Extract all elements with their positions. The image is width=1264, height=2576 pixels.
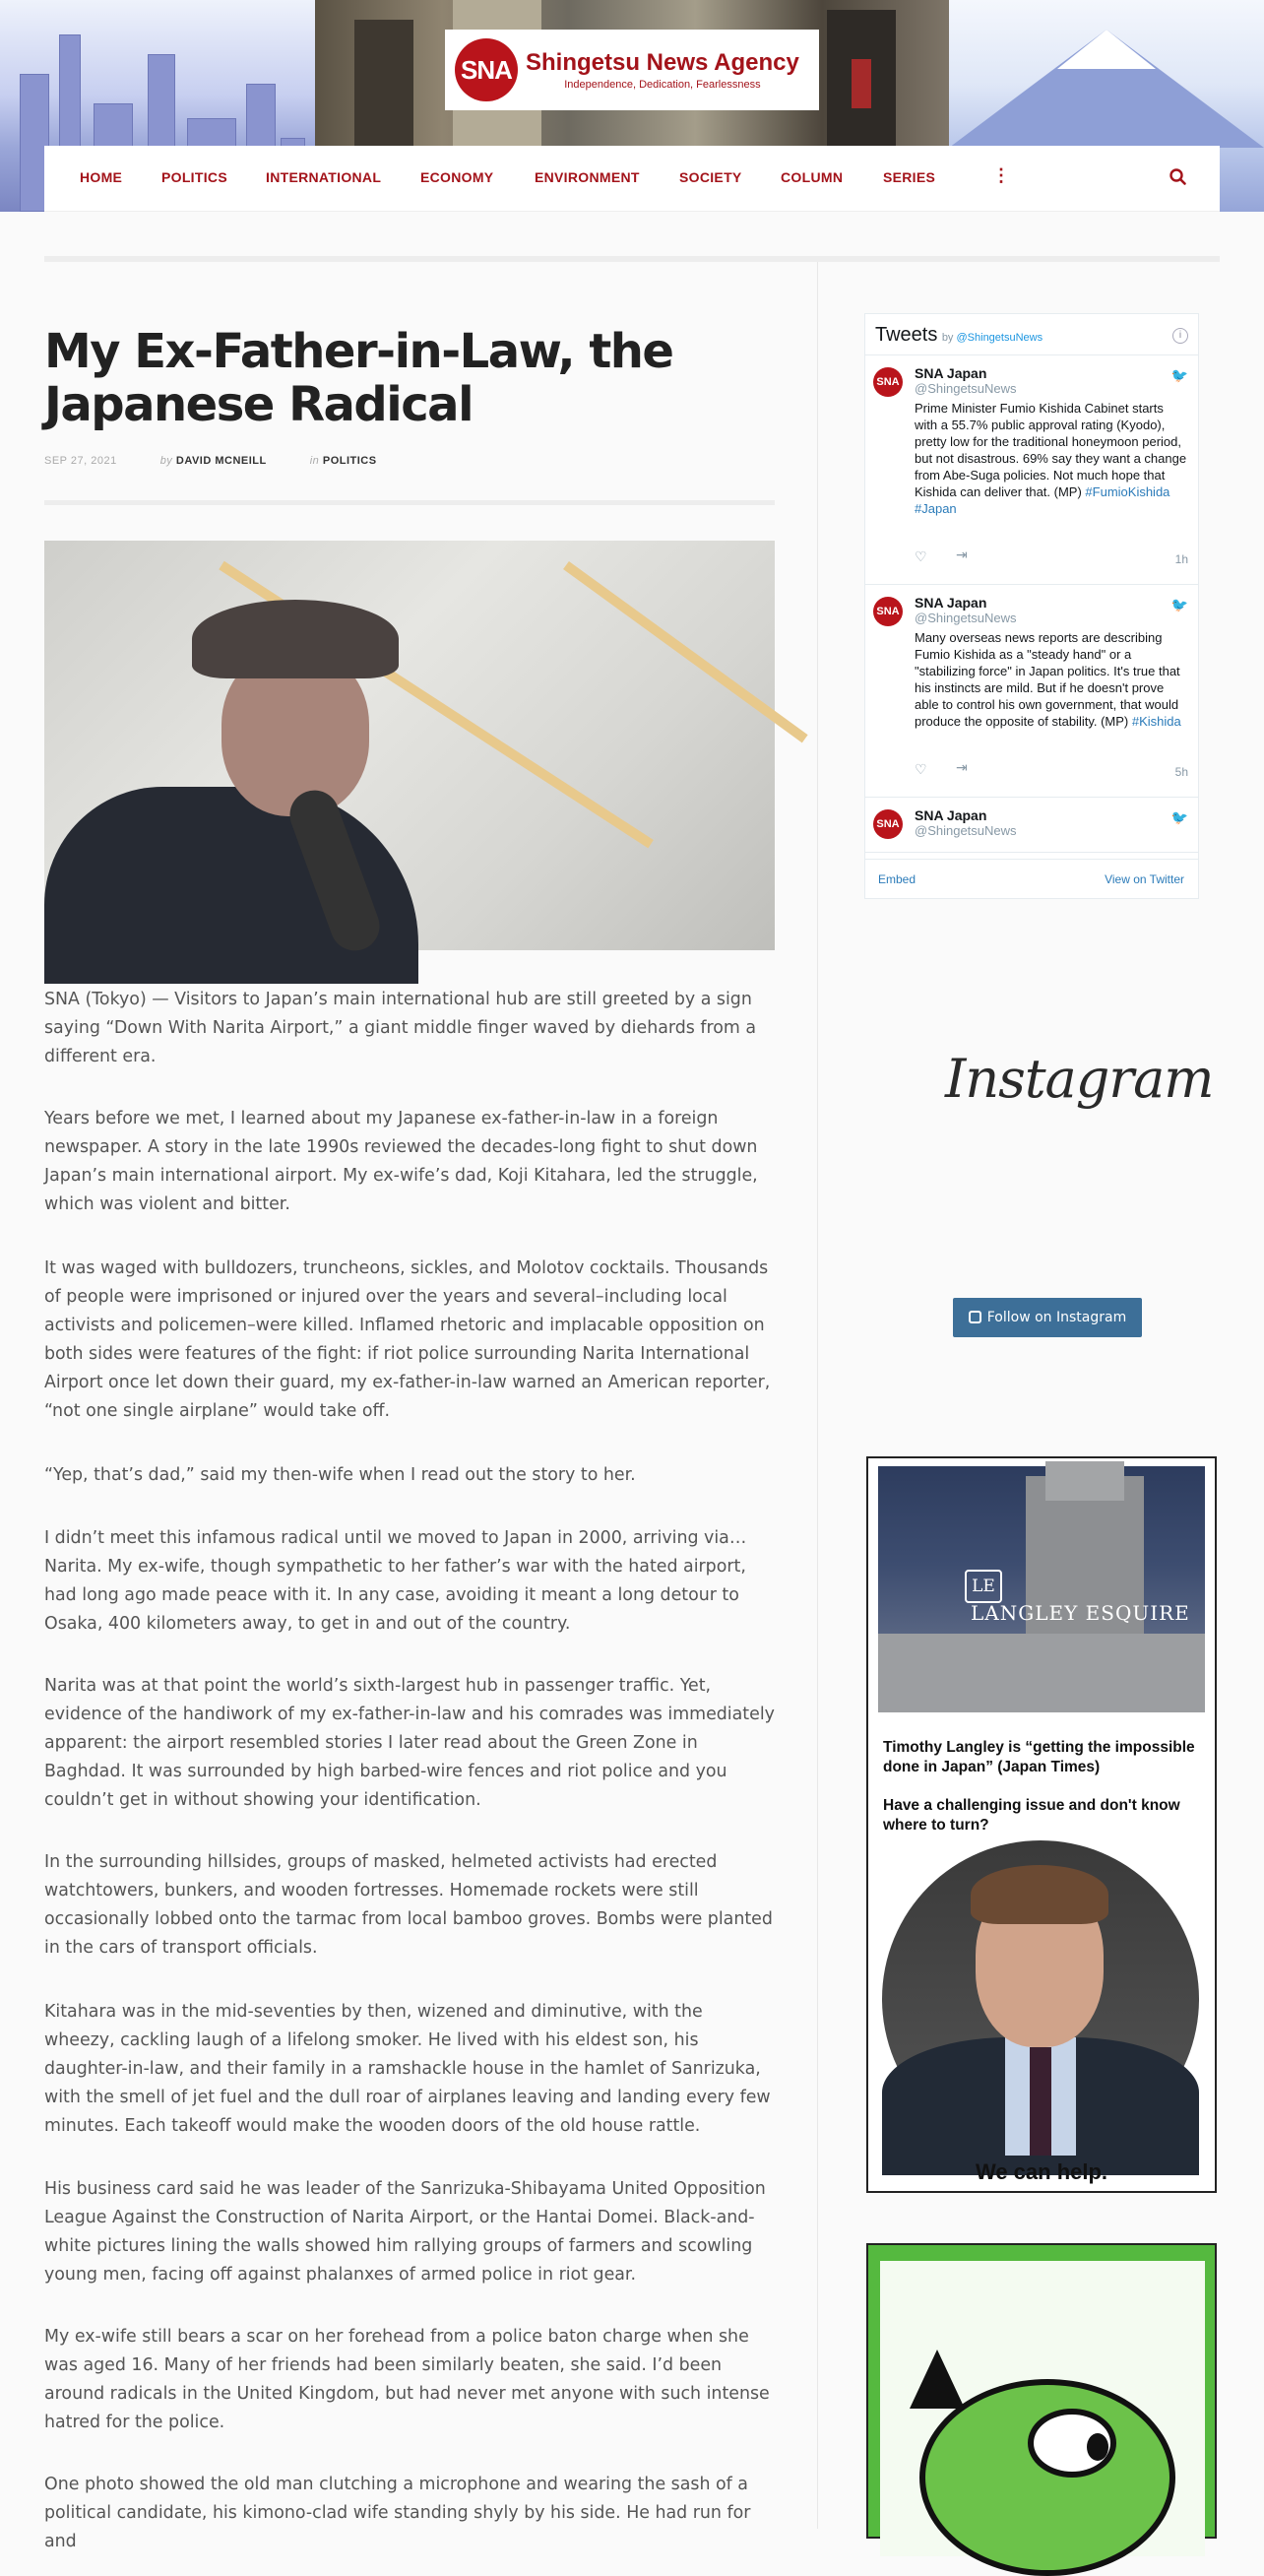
ad-brand-mark: LE [965,1570,1002,1603]
article-paragraph: I didn’t meet this infamous radical until we moved to Japan in 2000, arriving via… Narita. My ex-wife, though sympathetic to her father’s war with the hated airport, had long ago made peace with it. In any case, avoiding it meant a long detour to Osaka, 400 kilometers away, to get in and out of the country. [44,1528,747,1634]
twitter-bird-icon[interactable]: 🐦 [1170,367,1188,383]
nav-item-politics[interactable]: POLITICS [161,169,227,185]
ad-building-image [878,1466,1205,1712]
article-meta [44,455,377,467]
ad-subheadline: Have a challenging issue and don't know where to turn? [883,1797,1180,1834]
article-paragraph: Narita was at that point the world’s sixth-largest hub in passenger traffic. Yet, evidence of the handiwork of my ex-father-in-law and his comrades was immediately apparent: the airport resembled stories I later read about the Green Zone in Baghdad. It was surrounded by high barbed-wire fences and riot police and you couldn’t get in without showing your identification. [44,1676,775,1810]
tweet-author-name[interactable]: SNA Japan [915,807,987,823]
nav-item-international[interactable]: INTERNATIONAL [266,169,382,185]
site-name: Shingetsu News Agency [526,49,799,76]
ad-headline: Timothy Langley is “getting the impossible done in Japan” (Japan Times) [883,1739,1195,1775]
article-feature-image [44,541,775,950]
langley-esquire-ad[interactable] [866,1456,1217,2193]
heart-icon[interactable]: ♡ [915,761,927,777]
article-paragraph: In the surrounding hillsides, groups of masked, helmeted activists had erected watchtowers, bunkers, and wooden fortresses. Homemade rockets were still occasionally lobbed onto the tarmac from local bamboo groves. Bombs were planted in the cars of transport officials. [44,1852,773,1958]
site-tagline: Independence, Dedication, Fearlessness [564,79,761,91]
main-nav [44,146,1220,212]
tweet[interactable] [865,798,1198,853]
article-paragraph: My ex-wife still bears a scar on her forehead from a police baton charge when she was aged 16. Many of her friends had been similarly beaten, she said. I’d been around radicals in the United Kingdom, but had never met anyone with such intense hatred for the police. [44,2327,770,2432]
tweet-time[interactable]: 5h [1174,765,1188,779]
article-author[interactable]: DAVID MCNEILL [175,455,267,467]
in-label: in [309,455,320,467]
twitter-handle-link[interactable]: @ShingetsuNews [956,332,1043,344]
heart-icon[interactable]: ♡ [915,548,927,564]
nav-item-column[interactable]: COLUMN [781,169,844,185]
avatar[interactable]: SNA [873,809,903,839]
nav-item-environment[interactable]: ENVIRONMENT [535,169,640,185]
tweet-text: Many overseas news reports are describing Fumio Kishida as a "steady hand" or a "stabilizing force" in Japan politics. It's true that his instincts are mild. But if he doesn't prove able to control his own government, that would produce the opposite of stability. (MP) #Kishida [915,630,1181,729]
twitter-bird-icon[interactable]: 🐦 [1170,597,1188,612]
search-icon[interactable] [1167,165,1190,189]
nav-item-home[interactable]: HOME [80,169,123,185]
article-paragraph: SNA (Tokyo) — Visitors to Japan’s main international hub are still greeted by a sign saying “Down With Narita Airport,” a giant middle finger waved by diehards from a different era. [44,990,757,1066]
tweet-hashtags[interactable]: #FumioKishida #Japan [915,484,1170,516]
tweet-author-handle[interactable]: @ShingetsuNews [915,381,1017,396]
embed-link[interactable]: Embed [878,872,916,886]
tweet-text: Prime Minister Fumio Kishida Cabinet starts with a 55.7% public approval rating (Kyodo), pretty low for the traditional honeymoon period, but not disastrous. 69% say they want a change from Abe-Suga policies. Not much hope that Kishida can deliver that. (MP) #FumioKishida #Japan [915,401,1187,516]
article-paragraph: Years before we met, I learned about my Japanese ex-father-in-law in a foreign newspaper. A story in the late 1990s reviewed the decades-long fight to shut down Japan’s main international airport. My ex-wife’s dad, Koji Kitahara, led the struggle, which was violent and bitter. [44,1109,758,1214]
share-icon[interactable]: ⇥ [956,547,968,562]
nav-item-economy[interactable]: ECONOMY [420,169,494,185]
instagram-logo: Instagram [945,1048,1214,1110]
twitter-by-label: by [941,332,954,344]
site-logo[interactable] [445,30,819,110]
ad-cta: We can help. [975,2159,1108,2184]
tweet[interactable] [865,585,1198,798]
avatar[interactable]: SNA [873,597,903,626]
divider [44,500,775,505]
avatar[interactable]: SNA [873,367,903,397]
nav-item-society[interactable]: SOCIETY [679,169,742,185]
green-character-ad[interactable] [866,2243,1217,2539]
twitter-header [865,314,1198,355]
tweet-author-name[interactable]: SNA Japan [915,595,987,611]
ad-brand-name: LANGLEY ESQUIRE [971,1601,1190,1625]
tweet[interactable] [865,355,1198,585]
article-paragraph: It was waged with bulldozers, truncheons, sickles, and Molotov cocktails. Thousands of people were imprisoned or injured over the years and several–including local activists and policemen–were killed. Inflamed rhetoric and implacable opposition on both sides were features of the fight: if riot police surrounding Narita International Airport once let down their guard, my ex-father-in-law warned an American reporter, “not one single airplane” would take off. [44,1258,771,1421]
twitter-timeline-widget [864,313,1199,899]
tweet-author-handle[interactable]: @ShingetsuNews [915,823,1017,838]
view-on-twitter-link[interactable]: View on Twitter [1105,872,1184,886]
divider [44,256,1220,262]
twitter-title: Tweets [875,324,938,346]
article-category[interactable]: POLITICS [322,455,377,467]
instagram-icon [969,1311,981,1323]
logo-mark: SNA [455,38,518,101]
info-icon[interactable]: i [1172,328,1188,344]
tweet-time[interactable]: 1h [1174,552,1188,566]
article-date: SEP 27, 2021 [44,455,117,467]
article-paragraph: Kitahara was in the mid-seventies by then, wizened and diminutive, with the wheezy, cackling laugh of a lifelong smoker. He lived with his eldest son, his daughter-in-law, and their family in a ramshackle house in the hamlet of Sanrizuka, with the smell of jet fuel and the dull roar of airplanes leaving and landing every few minutes. Each takeoff would make the wooden doors of the old house rattle. [44,2002,771,2136]
sidebar-divider [817,262,818,2529]
twitter-footer [865,859,1198,898]
article-paragraph: His business card said he was leader of the Sanrizuka-Shibayama United Opposition League Against the Construction of Narita Airport, or the Hantai Domei. Black-and-white pictures lining the walls showed him rallying groups of farmers and scowling young men, facing off against phalanxes of armed police in riot gear. [44,2179,766,2285]
tweet-author-handle[interactable]: @ShingetsuNews [915,611,1017,625]
ad-brand [965,1570,1205,1624]
tweet-author-name[interactable]: SNA Japan [915,365,987,381]
nav-item-series[interactable]: SERIES [883,169,936,185]
article-title: My Ex-Father-in-Law, the Japanese Radical [44,324,673,432]
more-vertical-icon[interactable]: ⋮ [992,165,1010,185]
by-label: by [159,455,173,467]
share-icon[interactable]: ⇥ [956,759,968,775]
tweet-hashtags[interactable]: #Kishida [1131,714,1181,729]
follow-label: Follow on Instagram [986,1310,1127,1325]
ad-illustration [880,2261,1205,2556]
article-paragraph: “Yep, that’s dad,” said my then-wife when I read out the story to her. [44,1465,636,1485]
twitter-bird-icon[interactable]: 🐦 [1170,809,1188,825]
article-paragraph: One photo showed the old man clutching a microphone and wearing the sash of a political candidate, his kimono-clad wife standing shyly by his side. He had run for and [44,2475,751,2551]
follow-on-instagram-button[interactable] [953,1298,1142,1337]
ad-portrait [882,1840,1199,2157]
